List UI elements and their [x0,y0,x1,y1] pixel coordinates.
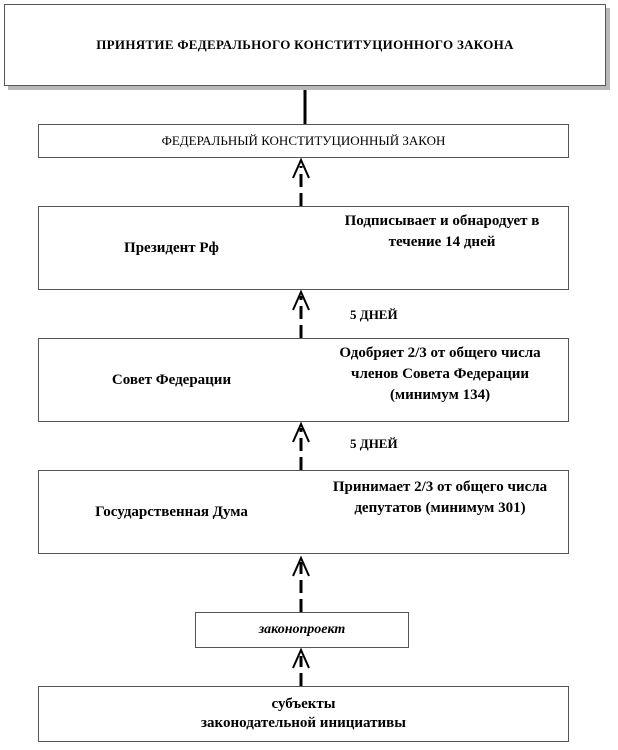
bill-box [195,612,409,648]
president-box [38,206,569,290]
bill-label: законопроект [258,622,346,637]
days-label-2: 5 ДНЕЙ [350,436,398,451]
federal-law-box [38,124,569,158]
president-label: Президент Рф [124,239,219,256]
federal-law-title: ФЕДЕРАЛЬНЫЙ КОНСТИТУЦИОННЫЙ ЗАКОН [161,133,446,148]
state-duma-action: Принимает 2/3 от общего числа депутатов (минимум 301) [332,479,548,516]
federation-council-label: Совет Федерации [111,371,232,388]
subjects-label: субъекты законодательной инициативы [201,696,406,731]
president-action: Подписывает и обнародует в течение 14 дней [344,213,540,250]
days-label-1: 5 ДНЕЙ [350,307,398,322]
state-duma-label: Государственная Дума [95,503,248,520]
federation-council-action: Одобряет 2/3 от общего числа членов Совета Федерации (минимум 134) [339,345,541,403]
federation-council-box [38,338,569,422]
diagram-title-box [4,4,606,86]
state-duma-box [38,470,569,554]
diagram-title: ПРИНЯТИЕ ФЕДЕРАЛЬНОГО КОНСТИТУЦИОННОГО ЗАКОНА [96,37,514,52]
subjects-box [38,686,569,742]
